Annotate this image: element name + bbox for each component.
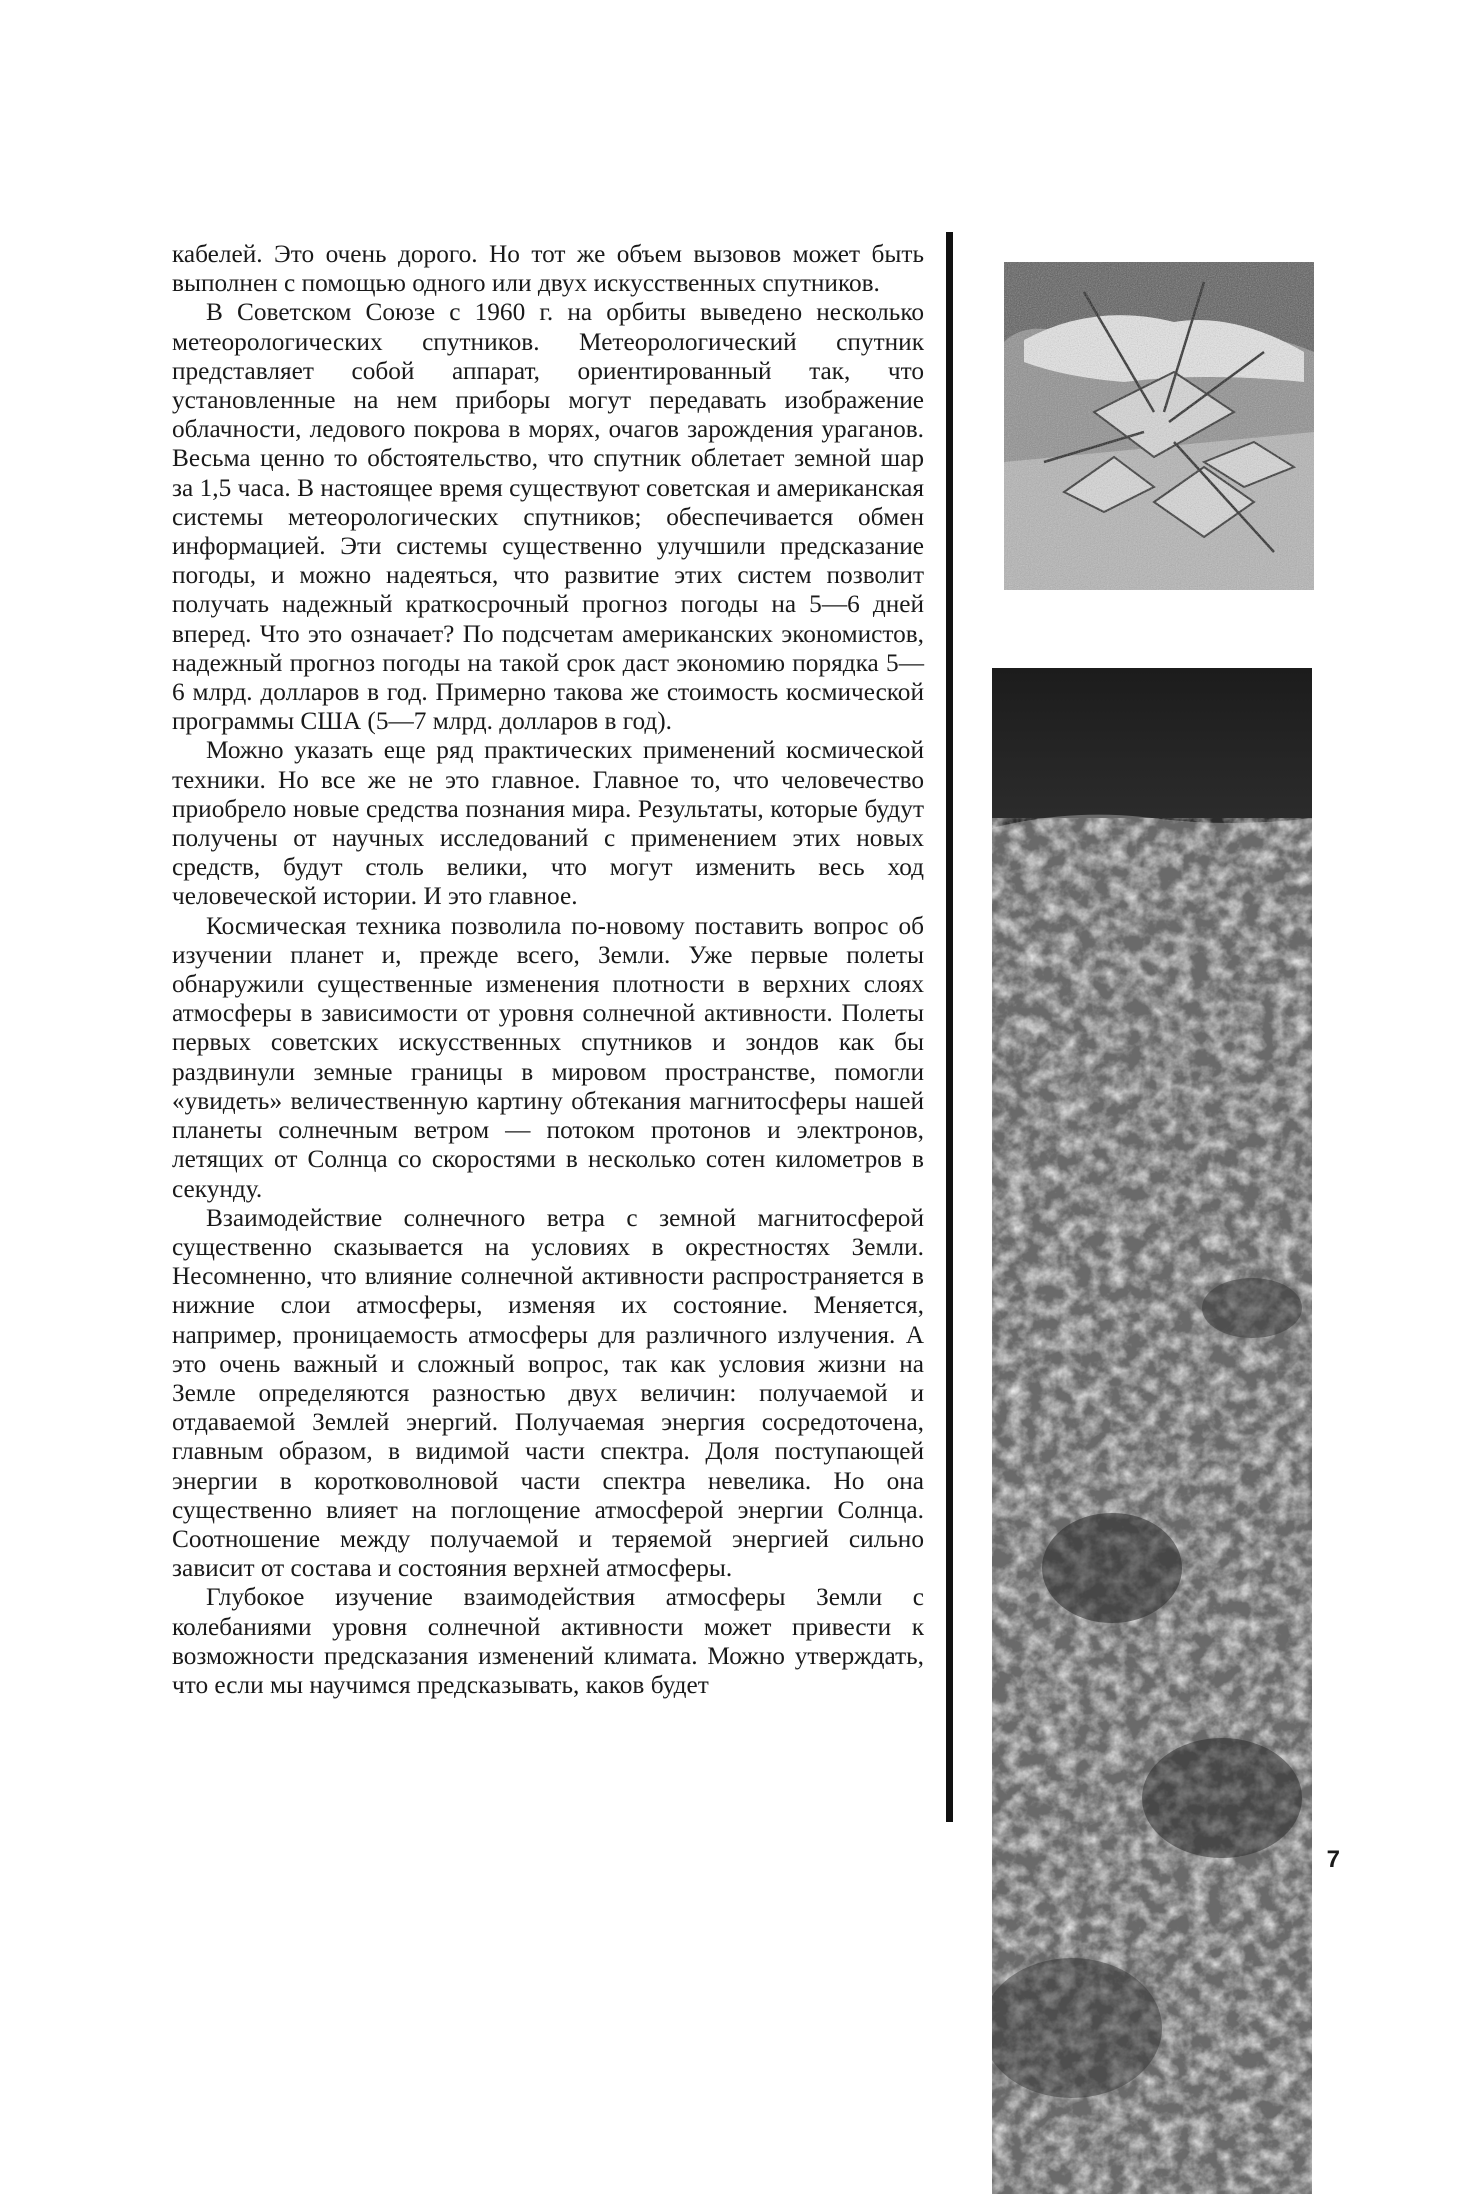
vertical-divider-rule <box>946 232 953 1822</box>
spacecraft-photo <box>1004 262 1314 590</box>
lunar-surface-photo-illustration <box>992 668 1312 2194</box>
paragraph-5: Взаимодействие солнечного ветра с земной магнитосферой существенно сказывается на условиях в окрестностях Земли. Несомненно, что влияние солнечной активности распространяется в нижние слои атмосферы, изменяя их состояние. Меняется, например, проницаемость атмосферы для различного излучения. А это очень важный и сложный вопрос, так как условия жизни на Земле определяются разностью двух величин: получаемой и отдаваемой Землей энергий. Получаемая энергия сосредоточена, главным образом, в видимой части спектра. Доля поступающей энергии в коротковолновой части спектра невелика. Но она существенно влияет на поглощение атмосферой энергии Солнца. Соотношение между получаемой и теряемой энергией сильно зависит от состава и состояния верхней атмосферы. <box>172 1203 924 1583</box>
main-text-column <box>172 240 924 1700</box>
spacecraft-photo-illustration <box>1004 262 1314 590</box>
lunar-surface-photo <box>992 668 1312 2194</box>
paragraph-3: Можно указать еще ряд практических применений космической техники. Но все же не это главное. Главное то, что человечество приобрело новые средства познания мира. Результаты, которые будут получены от научных исследований с применением этих новых средств, будут столь велики, что могут изменить весь ход человеческой истории. И это главное. <box>172 736 924 911</box>
paragraph-6: Глубокое изучение взаимодействия атмосферы Земли с колебаниями уровня солнечной активности может привести к возможности предсказания изменений климата. Можно утверждать, что если мы научимся предсказывать, каков будет <box>172 1583 924 1699</box>
paragraph-4: Космическая техника позволила по-новому поставить вопрос об изучении планет и, прежде всего, Земли. Уже первые полеты обнаружили существенные изменения плотности в верхних слоях атмосферы в зависимости от уровня солнечной активности. Полеты первых советских искусственных спутников и зондов как бы раздвинули земные границы в мировом пространстве, помогли «увидеть» величественную картину обтекания магнитосферы нашей планеты солнечным ветром — потоком протонов и электронов, летящих от Солнца со скоростями в несколько сотен километров в секунду. <box>172 911 924 1203</box>
page-number: 7 <box>1326 1846 1340 1873</box>
paragraph-1: кабелей. Это очень дорого. Но тот же объем вызовов может быть выполнен с помощью одного или двух искусственных спутников. <box>172 240 924 298</box>
paragraph-2: В Советском Союзе с 1960 г. на орбиты выведено несколько метеорологических спутников. Метеорологический спутник представляет собой аппарат, ориентированный так, что установленные на нем приборы могут передавать изображение облачности, ледового покрова в морях, очагов зарождения ураганов. Весьма ценно то обстоятельство, что спутник облетает земной шар за 1,5 часа. В настоящее время существуют советская и американская системы метеорологических спутников; обеспечивается обмен информацией. Эти системы существенно улучшили предсказание погоды, и можно надеяться, что развитие этих систем позволит получать надежный краткосрочный прогноз погоды на 5—6 дней вперед. Что это означает? По подсчетам американских экономистов, надежный прогноз погоды на такой срок даст экономию порядка 5—6 млрд. долларов в год. Примерно такова же стоимость космической программы США (5—7 млрд. долларов в год). <box>172 298 924 736</box>
